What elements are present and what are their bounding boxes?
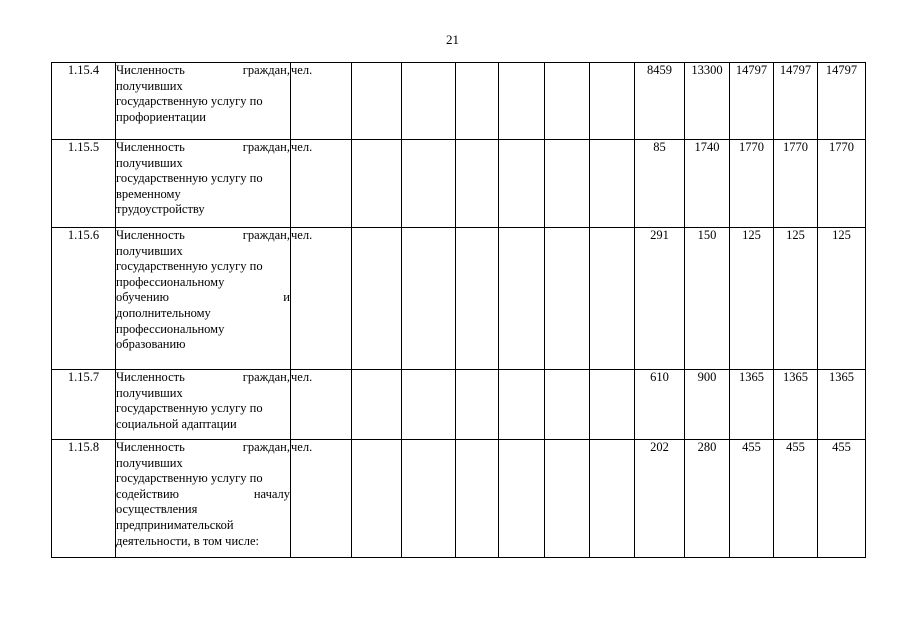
row-code: 1.15.8 — [52, 440, 116, 558]
value-cell: 150 — [685, 228, 730, 370]
indicator-name-line — [116, 63, 290, 79]
indicator-name-line — [116, 259, 290, 275]
empty-cell — [499, 370, 545, 440]
value-cell: 125 — [730, 228, 774, 370]
indicator-name-line — [116, 386, 290, 402]
indicator-name-word: содействию — [116, 486, 179, 501]
value-cell: 14797 — [818, 63, 866, 140]
indicators-table — [51, 62, 866, 558]
empty-cell — [545, 440, 590, 558]
indicator-name-line — [116, 202, 290, 218]
table-row — [52, 140, 866, 228]
indicator-name-word: граждан, — [242, 63, 290, 77]
empty-cell — [352, 140, 402, 228]
indicator-name-word: получивших — [116, 385, 183, 400]
value-cell: 14797 — [774, 63, 818, 140]
value-cell: 1770 — [730, 140, 774, 228]
table-row — [52, 63, 866, 140]
indicator-name-line — [116, 275, 290, 291]
indicator-name-line — [116, 471, 290, 487]
indicator-name-word: предпринимательской — [116, 517, 234, 532]
indicator-name-line — [116, 534, 290, 550]
value-cell: 202 — [635, 440, 685, 558]
indicator-name-word: трудоустройству — [116, 202, 205, 217]
indicator-name — [116, 140, 291, 228]
value-cell: 13300 — [685, 63, 730, 140]
unit-cell: чел. — [291, 140, 352, 228]
indicator-name-word: получивших — [116, 78, 183, 93]
indicator-name-word: граждан, — [242, 228, 290, 242]
empty-cell — [352, 440, 402, 558]
indicator-name-line — [116, 94, 290, 110]
indicator-name-line — [116, 440, 290, 456]
indicator-name-line — [116, 306, 290, 322]
empty-cell — [545, 228, 590, 370]
value-cell: 1365 — [774, 370, 818, 440]
indicator-name-line — [116, 487, 290, 503]
indicator-name-word: Численность — [116, 63, 185, 77]
empty-cell — [456, 440, 499, 558]
empty-cell — [456, 140, 499, 228]
empty-cell — [402, 228, 456, 370]
empty-cell — [456, 228, 499, 370]
indicator-name — [116, 63, 291, 140]
row-code: 1.15.4 — [52, 63, 116, 140]
value-cell: 14797 — [730, 63, 774, 140]
indicator-name-word: Численность — [116, 140, 185, 154]
empty-cell — [545, 140, 590, 228]
indicator-name-word: осуществления — [116, 502, 198, 517]
table-row — [52, 228, 866, 370]
indicator-name-line — [116, 456, 290, 472]
unit-cell: чел. — [291, 440, 352, 558]
empty-cell — [352, 63, 402, 140]
indicator-name-word: получивших — [116, 455, 183, 470]
indicator-name-word: граждан, — [242, 370, 290, 384]
empty-cell — [402, 440, 456, 558]
indicator-name-word: временному — [116, 186, 181, 201]
empty-cell — [499, 228, 545, 370]
indicator-name-line — [116, 502, 290, 518]
indicator-name-word: образованию — [116, 337, 186, 352]
empty-cell — [545, 370, 590, 440]
indicator-name-word: Численность — [116, 370, 185, 384]
table-row — [52, 440, 866, 558]
indicator-name-word: государственную услугу по — [116, 471, 263, 486]
value-cell: 1365 — [730, 370, 774, 440]
empty-cell — [352, 228, 402, 370]
value-cell: 455 — [774, 440, 818, 558]
value-cell: 125 — [774, 228, 818, 370]
empty-cell — [352, 370, 402, 440]
value-cell: 291 — [635, 228, 685, 370]
indicator-name-line — [116, 244, 290, 260]
row-code: 1.15.6 — [52, 228, 116, 370]
empty-cell — [590, 63, 635, 140]
indicator-name-line — [116, 290, 290, 306]
empty-cell — [545, 63, 590, 140]
indicator-name-line — [116, 337, 290, 353]
table-row — [52, 370, 866, 440]
value-cell: 1770 — [818, 140, 866, 228]
indicator-name-word: государственную услугу по — [116, 259, 263, 274]
value-cell: 280 — [685, 440, 730, 558]
value-cell: 85 — [635, 140, 685, 228]
indicator-name-word: социальной адаптации — [116, 416, 237, 431]
indicator-name-word: дополнительному — [116, 305, 211, 320]
value-cell: 8459 — [635, 63, 685, 140]
value-cell: 455 — [730, 440, 774, 558]
indicator-name-word: профессиональному — [116, 274, 225, 289]
page-number: 21 — [446, 32, 459, 47]
empty-cell — [402, 140, 456, 228]
empty-cell — [402, 370, 456, 440]
indicator-name-line — [116, 417, 290, 433]
unit-cell: чел. — [291, 63, 352, 140]
indicator-name-line — [116, 171, 290, 187]
indicator-name-word: деятельности, в том числе: — [116, 533, 259, 548]
indicator-name-word: государственную услугу по — [116, 401, 263, 416]
indicator-name-word: профориентации — [116, 109, 206, 124]
unit-cell: чел. — [291, 228, 352, 370]
value-cell: 900 — [685, 370, 730, 440]
empty-cell — [456, 370, 499, 440]
indicator-name — [116, 370, 291, 440]
indicator-name-line — [116, 79, 290, 95]
indicator-name-word: граждан, — [242, 140, 290, 154]
indicator-name-word: Численность — [116, 228, 185, 242]
indicator-name-word: Численность — [116, 440, 185, 454]
indicator-name-word: обучению — [116, 290, 169, 305]
value-cell: 455 — [818, 440, 866, 558]
indicator-name-line — [116, 518, 290, 534]
empty-cell — [499, 140, 545, 228]
empty-cell — [590, 140, 635, 228]
empty-cell — [499, 440, 545, 558]
indicator-name-word: профессиональному — [116, 321, 225, 336]
unit-cell: чел. — [291, 370, 352, 440]
row-code: 1.15.5 — [52, 140, 116, 228]
empty-cell — [590, 440, 635, 558]
value-cell: 610 — [635, 370, 685, 440]
indicator-name-line — [116, 401, 290, 417]
indicator-name-word: получивших — [116, 243, 183, 258]
empty-cell — [499, 63, 545, 140]
indicator-name-line — [116, 156, 290, 172]
indicator-name-word: и — [283, 290, 290, 305]
value-cell: 125 — [818, 228, 866, 370]
empty-cell — [402, 63, 456, 140]
indicator-name-word: началу — [253, 486, 290, 501]
indicator-name — [116, 228, 291, 370]
indicator-name-line — [116, 322, 290, 338]
indicator-name-line — [116, 228, 290, 244]
indicator-name-word: получивших — [116, 155, 183, 170]
row-code: 1.15.7 — [52, 370, 116, 440]
value-cell: 1740 — [685, 140, 730, 228]
indicator-name-word: государственную услугу по — [116, 171, 263, 186]
indicator-name-line — [116, 370, 290, 386]
empty-cell — [590, 370, 635, 440]
empty-cell — [590, 228, 635, 370]
value-cell: 1770 — [774, 140, 818, 228]
indicator-name — [116, 440, 291, 558]
value-cell: 1365 — [818, 370, 866, 440]
indicator-name-line — [116, 187, 290, 203]
indicator-name-line — [116, 140, 290, 156]
empty-cell — [456, 63, 499, 140]
indicator-name-word: государственную услугу по — [116, 94, 263, 109]
indicator-name-word: граждан, — [242, 440, 290, 454]
indicator-name-line — [116, 110, 290, 126]
